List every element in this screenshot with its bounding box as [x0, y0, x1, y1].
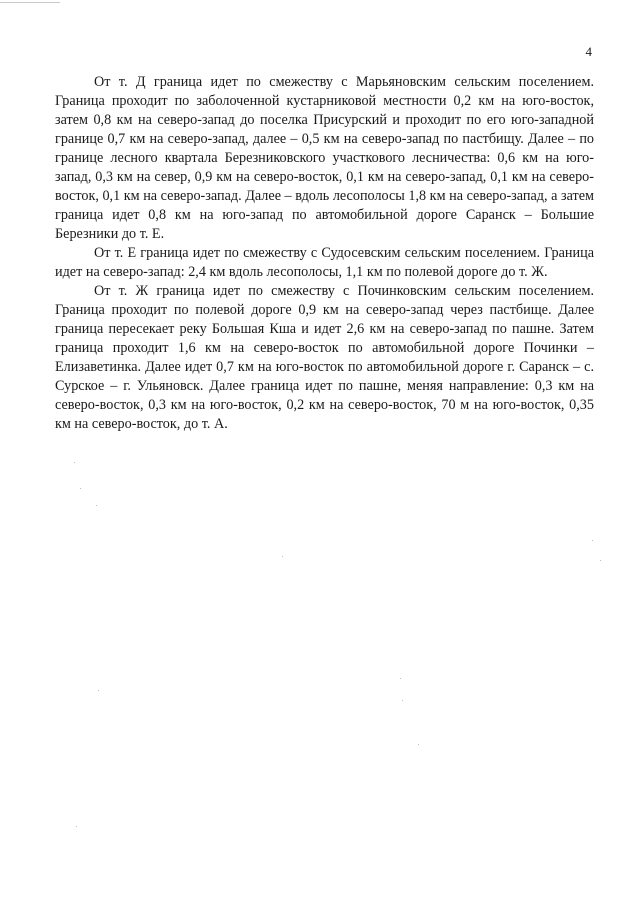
paragraph-boundary-d: От т. Д граница идет по смежеству с Марьяновским сельским поселением. Граница проходит по заболоченной кустарниковой местности 0,2 км на юго-восток, затем 0,8 км на северо-запад до поселка Присурский и проходит по его юго-западной границе 0,7 км на северо-запад, далее – 0,5 км на северо-запад по пастбищу. Далее – по границе лесного квартала Березниковского участкового лесничества: 0,6 км на юго-запад, 0,3 км на север, 0,9 км на северо-восток, 0,1 км на северо-запад, 0,1 км на северо-восток, 0,1 км на северо-запад. Далее – вдоль лесополосы 1,8 км на северо-запад, а затем граница идет 0,8 км на юго-запад по автомобильной дороге Саранск – Большие Березники до т. Е.	[55, 74, 594, 242]
scan-speck	[80, 488, 81, 489]
document-body	[55, 73, 594, 434]
scan-edge-line	[0, 2, 60, 3]
scan-speck	[74, 462, 75, 463]
scan-speck	[400, 678, 401, 679]
scan-speck	[76, 826, 77, 827]
scan-speck	[98, 690, 99, 691]
scan-speck	[402, 700, 403, 701]
scan-speck	[418, 744, 419, 745]
scan-speck	[282, 556, 283, 557]
scan-speck	[96, 505, 97, 506]
paragraph-boundary-e: От т. Е граница идет по смежеству с Судосевским сельским поселением. Граница идет на северо-запад: 2,4 км вдоль лесополосы, 1,1 км по полевой дороге до т. Ж.	[55, 245, 594, 280]
scan-speck	[600, 560, 601, 561]
paragraph-boundary-zh: От т. Ж граница идет по смежеству с Починковским сельским поселением. Граница проходит по полевой дороге 0,9 км на северо-запад через пастбище. Далее граница пересекает реку Большая Кша и идет 2,6 км на северо-запад по пашне. Затем граница проходит 1,6 км на северо-восток по автомобильной дороге Починки – Елизаветинка. Далее идет 0,7 км на юго-восток по автомобильной дороге г. Саранск – с. Сурское – г. Ульяновск. Далее граница идет по пашне, меняя направление: 0,3 км на северо-восток, 0,3 км на юго-восток, 0,2 км на северо-восток, 70 м на юго-восток, 0,35 км на северо-восток, до т. А.	[55, 283, 594, 432]
scan-speck	[592, 540, 593, 541]
page-number: 4	[585, 44, 592, 59]
